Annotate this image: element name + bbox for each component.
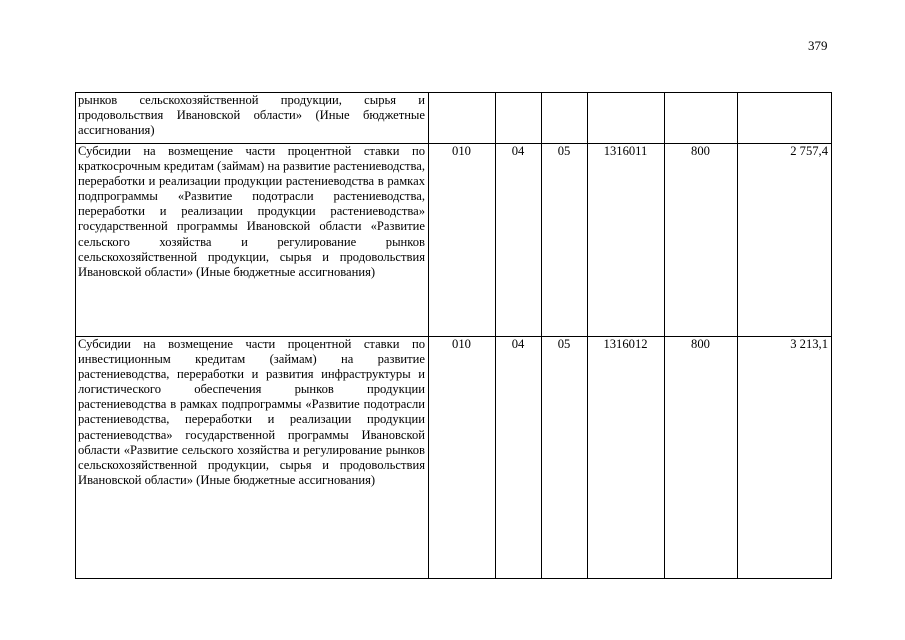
table-row — [76, 337, 832, 579]
section-code-cell: 04 — [496, 144, 542, 337]
section-code-cell: 04 — [496, 337, 542, 579]
amount-cell: 3 213,1 — [738, 337, 832, 579]
ministry-code-cell — [429, 93, 496, 144]
subsection-code-cell: 05 — [542, 337, 588, 579]
amount-cell — [738, 93, 832, 144]
ministry-code-cell: 010 — [429, 144, 496, 337]
target-item-cell — [588, 93, 665, 144]
target-item-cell: 1316011 — [588, 144, 665, 337]
table-row — [76, 93, 832, 144]
expense-type-cell: 800 — [665, 144, 738, 337]
table-row — [76, 144, 832, 337]
page-number: 379 — [808, 38, 828, 53]
row-description: рынков сельскохозяйственной продукции, сырья и продовольствия Ивановской области» (Иные бюджетные ассигнования) — [76, 93, 429, 144]
section-code-cell — [496, 93, 542, 144]
subsection-code-cell — [542, 93, 588, 144]
row-description: Субсидии на возмещение части процентной ставки по инвестиционным кредитам (займам) на развитие растениеводства, переработки и развития инфраструктуры и логистического обеспечения рынков продукции растениеводства в рамках подпрограммы «Развитие подотрасли растениеводства, переработки и реализации продукции растениеводства» государственной программы Ивановской области «Развитие сельского хозяйства и регулирование рынков сельскохозяйственной продукции, сырья и продовольствия Ивановской области» (Иные бюджетные ассигнования) — [76, 337, 429, 579]
ministry-code-cell: 010 — [429, 337, 496, 579]
target-item-cell: 1316012 — [588, 337, 665, 579]
amount-cell: 2 757,4 — [738, 144, 832, 337]
subsection-code-cell: 05 — [542, 144, 588, 337]
row-description: Субсидии на возмещение части процентной ставки по краткосрочным кредитам (займам) на развитие растениеводства, переработки и реализации продукции растениеводства в рамках подпрограммы «Развитие подотрасли растениеводства, переработки и реализации продукции растениеводства» государственной программы Ивановской области «Развитие сельского хозяйства и регулирование рынков сельскохозяйственной продукции, сырья и продовольствия Ивановской области» (Иные бюджетные ассигнования) — [76, 144, 429, 337]
budget-table — [75, 92, 832, 579]
expense-type-cell: 800 — [665, 337, 738, 579]
expense-type-cell — [665, 93, 738, 144]
